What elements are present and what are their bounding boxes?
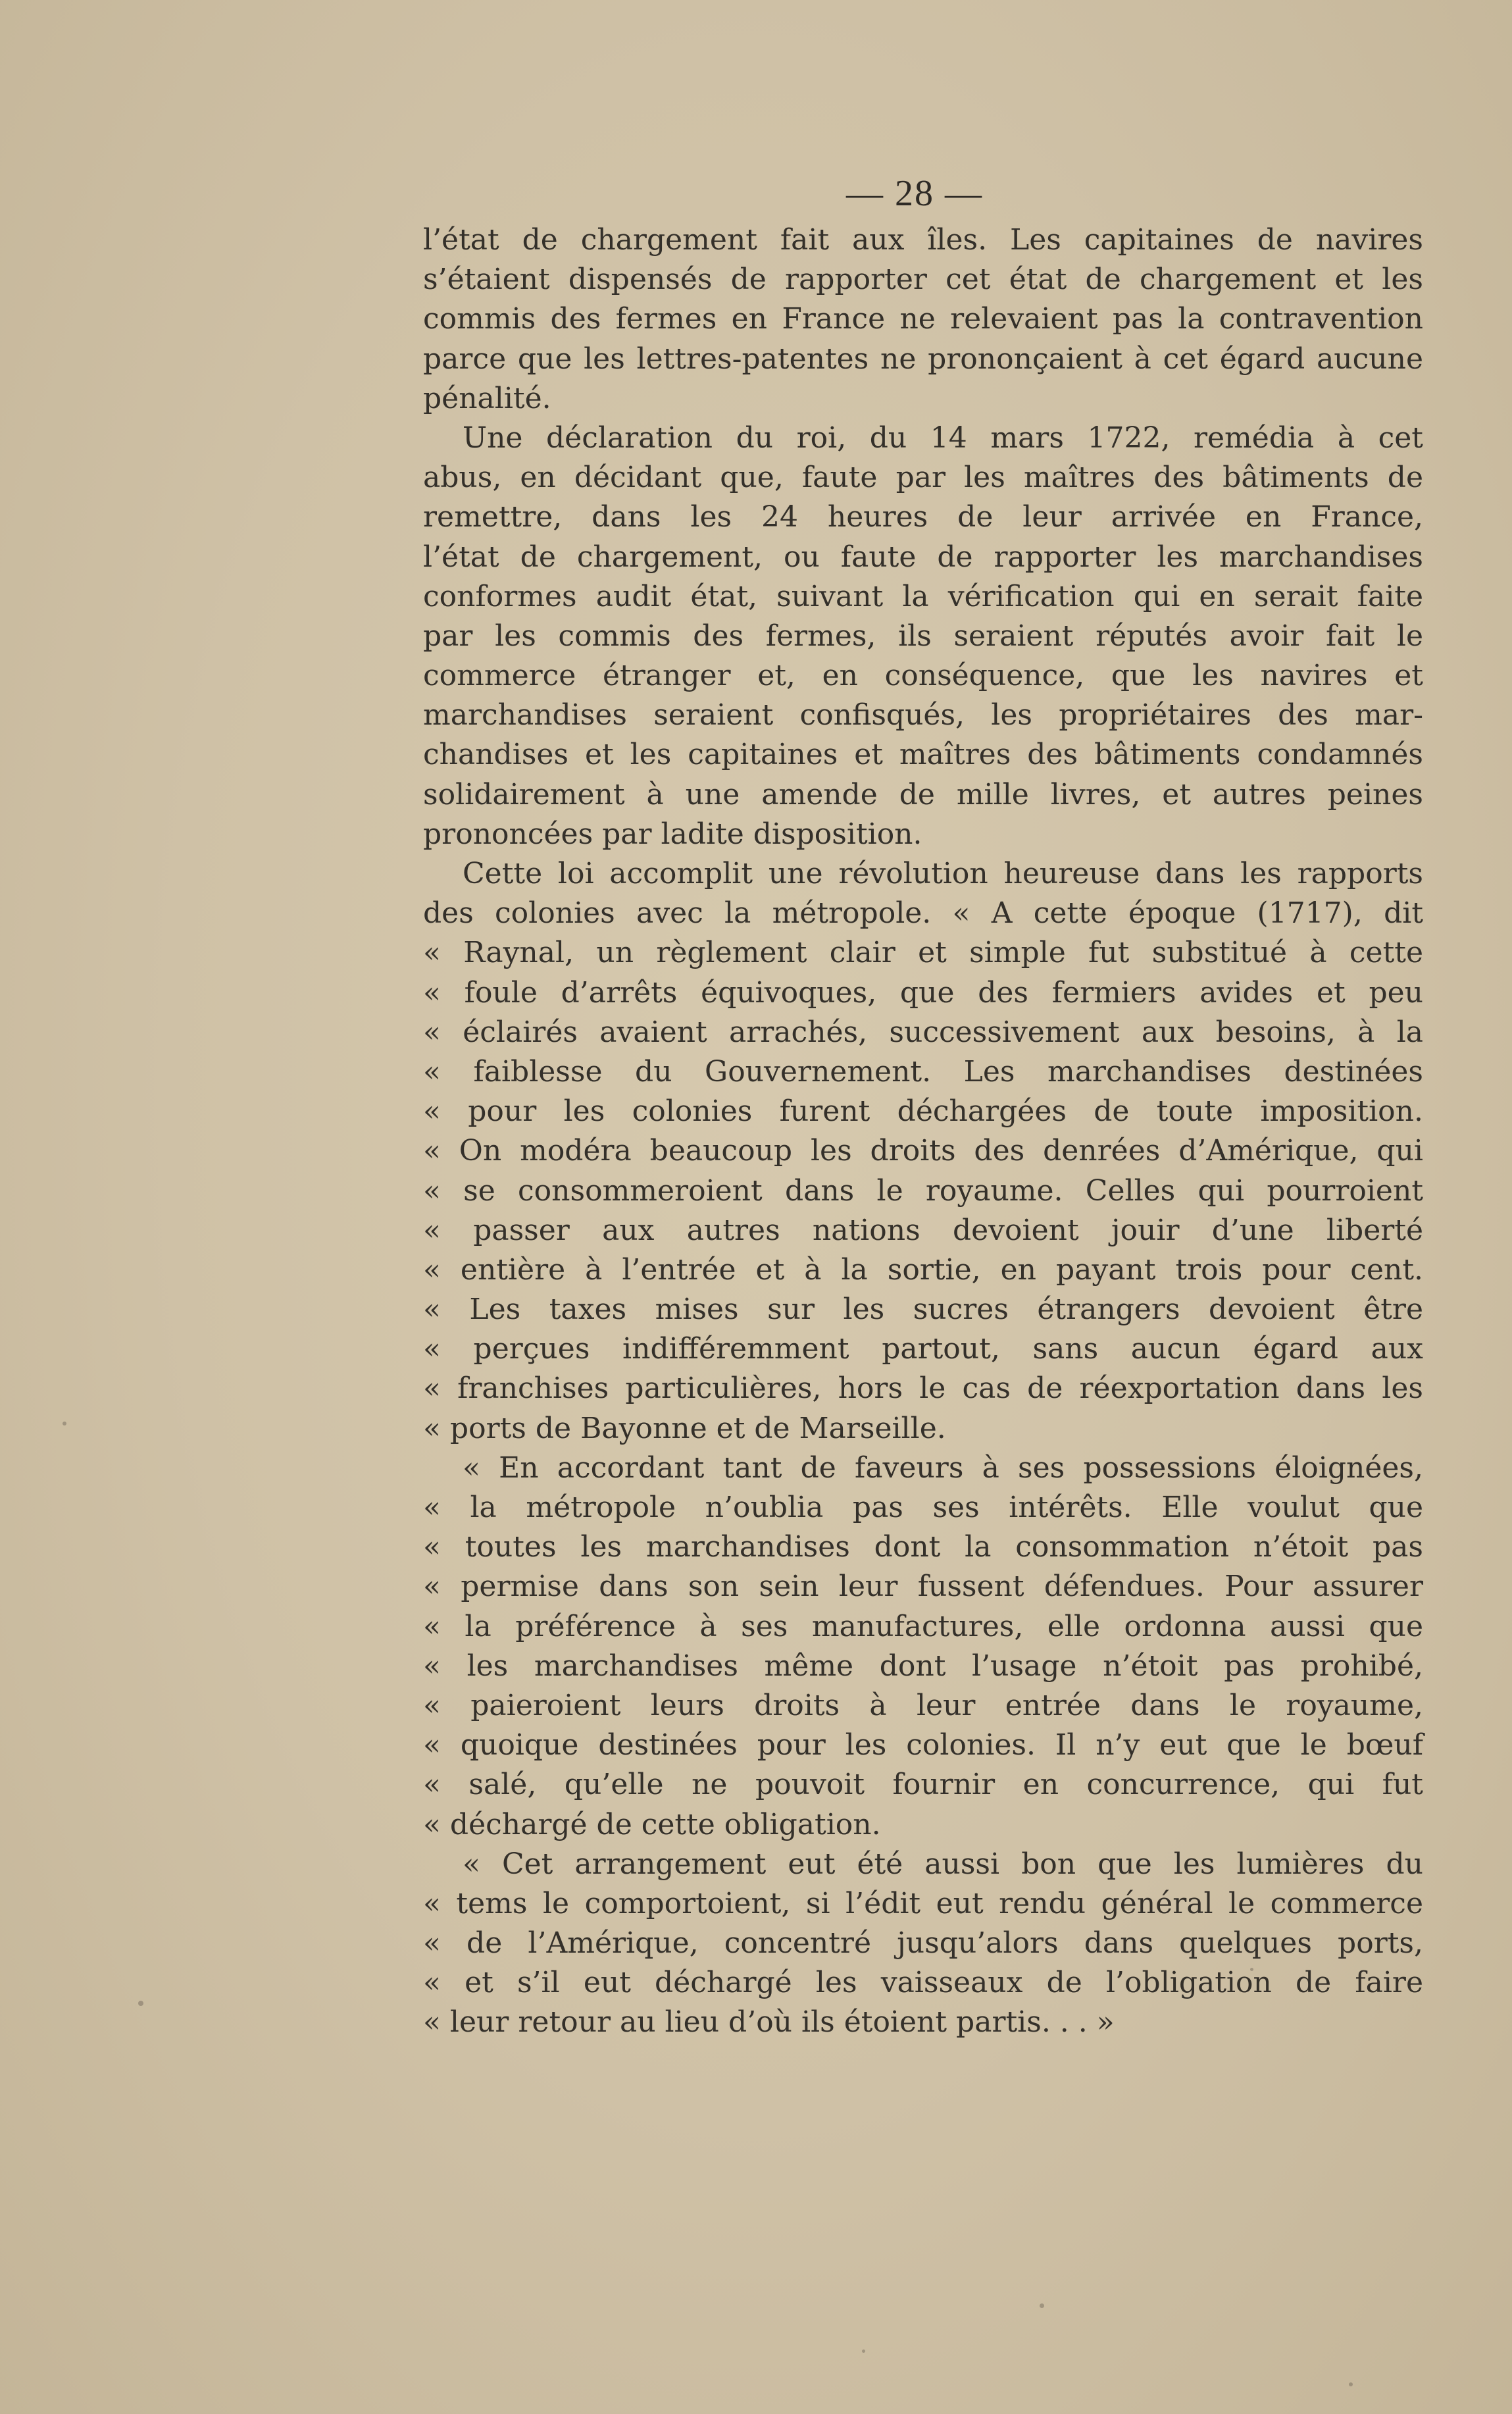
paper-speck bbox=[1349, 2382, 1353, 2386]
text-line: l’état de chargement fait aux îles. Les capitaines de navires bbox=[423, 223, 1423, 257]
paper-speck bbox=[862, 2350, 865, 2353]
text-line: des colonies avec la métropole. « A cette époque (1717), dit bbox=[423, 896, 1423, 931]
text-line: Cette loi accomplit une révolution heureuse dans les rapports bbox=[463, 857, 1423, 890]
text-line: « de l’Amérique, concentré jusqu’alors dans quelques ports, bbox=[423, 1926, 1423, 1961]
text-line: « passer aux autres nations devoient jouir d’une liberté bbox=[423, 1213, 1423, 1247]
text-line: Une déclaration du roi, du 14 mars 1722, remédia à cet bbox=[463, 421, 1423, 455]
paper-speck bbox=[1040, 2303, 1044, 2308]
paper-speck bbox=[138, 2001, 143, 2006]
text-line: prononcées par ladite disposition. bbox=[423, 817, 922, 851]
text-line: commis des fermes en France ne relevaient pas la contravention bbox=[423, 302, 1423, 336]
text-line: marchandises seraient confisqués, les propriétaires des mar- bbox=[423, 698, 1423, 732]
text-line: l’état de chargement, ou faute de rapporter les marchandises bbox=[423, 540, 1423, 574]
text-line: « On modéra beaucoup les droits des denrées d’Amérique, qui bbox=[423, 1134, 1423, 1168]
text-line: « déchargé de cette obligation. bbox=[423, 1807, 881, 1841]
text-line: « tems le comportoient, si l’édit eut rendu général le commerce bbox=[423, 1886, 1423, 1920]
text-line: « permise dans son sein leur fussent défendues. Pour assurer bbox=[423, 1570, 1423, 1604]
text-line: abus, en décidant que, faute par les maîtres des bâtiments de bbox=[423, 461, 1423, 495]
text-line: « pour les colonies furent déchargées de toute imposition. bbox=[423, 1094, 1423, 1129]
text-line: « Cet arrangement eut été aussi bon que les lumières du bbox=[463, 1847, 1423, 1881]
paper-speck bbox=[1250, 1968, 1253, 1971]
text-line: solidairement à une amende de mille livres, et autres peines bbox=[423, 777, 1423, 811]
text-line: « se consommeroient dans le royaume. Celles qui pourroient bbox=[423, 1173, 1423, 1208]
text-line: « quoique destinées pour les colonies. Il n’y eut que le bœuf bbox=[423, 1728, 1423, 1762]
page-number: — 28 — bbox=[846, 173, 983, 214]
text-line: « foule d’arrêts équivoques, que des fermiers avides et peu bbox=[423, 975, 1423, 1010]
text-line: « Les taxes mises sur les sucres étrangers devoient être bbox=[423, 1293, 1423, 1327]
text-line: commerce étranger et, en conséquence, que les navires et bbox=[423, 659, 1423, 693]
text-line: « et s’il eut déchargé les vaisseaux de l’obligation de faire bbox=[423, 1966, 1423, 2000]
text-line: « entière à l’entrée et à la sortie, en payant trois pour cent. bbox=[423, 1252, 1423, 1287]
text-line: par les commis des fermes, ils seraient réputés avoir fait le bbox=[423, 619, 1423, 653]
text-line: « salé, qu’elle ne pouvoit fournir en concurrence, qui fut bbox=[423, 1768, 1423, 1802]
text-line: « faiblesse du Gouvernement. Les marchandises destinées bbox=[423, 1054, 1423, 1089]
text-line: « En accordant tant de faveurs à ses possessions éloignées, bbox=[463, 1451, 1423, 1485]
text-line: conformes audit état, suivant la vérification qui en serait faite bbox=[423, 579, 1423, 613]
text-line: « franchises particulières, hors le cas de réexportation dans les bbox=[423, 1372, 1423, 1406]
text-line: « éclairés avaient arrachés, successivement aux besoins, à la bbox=[423, 1015, 1423, 1049]
text-line: pénalité. bbox=[423, 381, 551, 415]
text-line: « toutes les marchandises dont la consommation n’étoit pas bbox=[423, 1530, 1423, 1564]
text-line: « les marchandises même dont l’usage n’étoit pas prohibé, bbox=[423, 1649, 1423, 1683]
text-line: « paieroient leurs droits à leur entrée dans le royaume, bbox=[423, 1688, 1423, 1722]
text-line: « Raynal, un règlement clair et simple fut substitué à cette bbox=[423, 936, 1423, 970]
text-line: s’étaient dispensés de rapporter cet état de chargement et les bbox=[423, 263, 1423, 297]
text-line: remettre, dans les 24 heures de leur arrivée en France, bbox=[423, 500, 1423, 534]
text-line: parce que les lettres-patentes ne prononçaient à cet égard aucune bbox=[423, 342, 1423, 376]
text-line: chandises et les capitaines et maîtres des bâtiments condamnés bbox=[423, 738, 1423, 772]
text-line: « ports de Bayonne et de Marseille. bbox=[423, 1411, 946, 1445]
paper-speck bbox=[63, 1422, 66, 1425]
text-line: « perçues indifféremment partout, sans aucun égard aux bbox=[423, 1332, 1423, 1366]
text-line: « la métropole n’oublia pas ses intérêts. Elle voulut que bbox=[423, 1491, 1423, 1524]
text-line: « la préférence à ses manufactures, elle ordonna aussi que bbox=[423, 1609, 1423, 1643]
body-text bbox=[423, 220, 1423, 2043]
text-line: « leur retour au lieu d’où ils étoient partis. . . » bbox=[423, 2005, 1115, 2040]
